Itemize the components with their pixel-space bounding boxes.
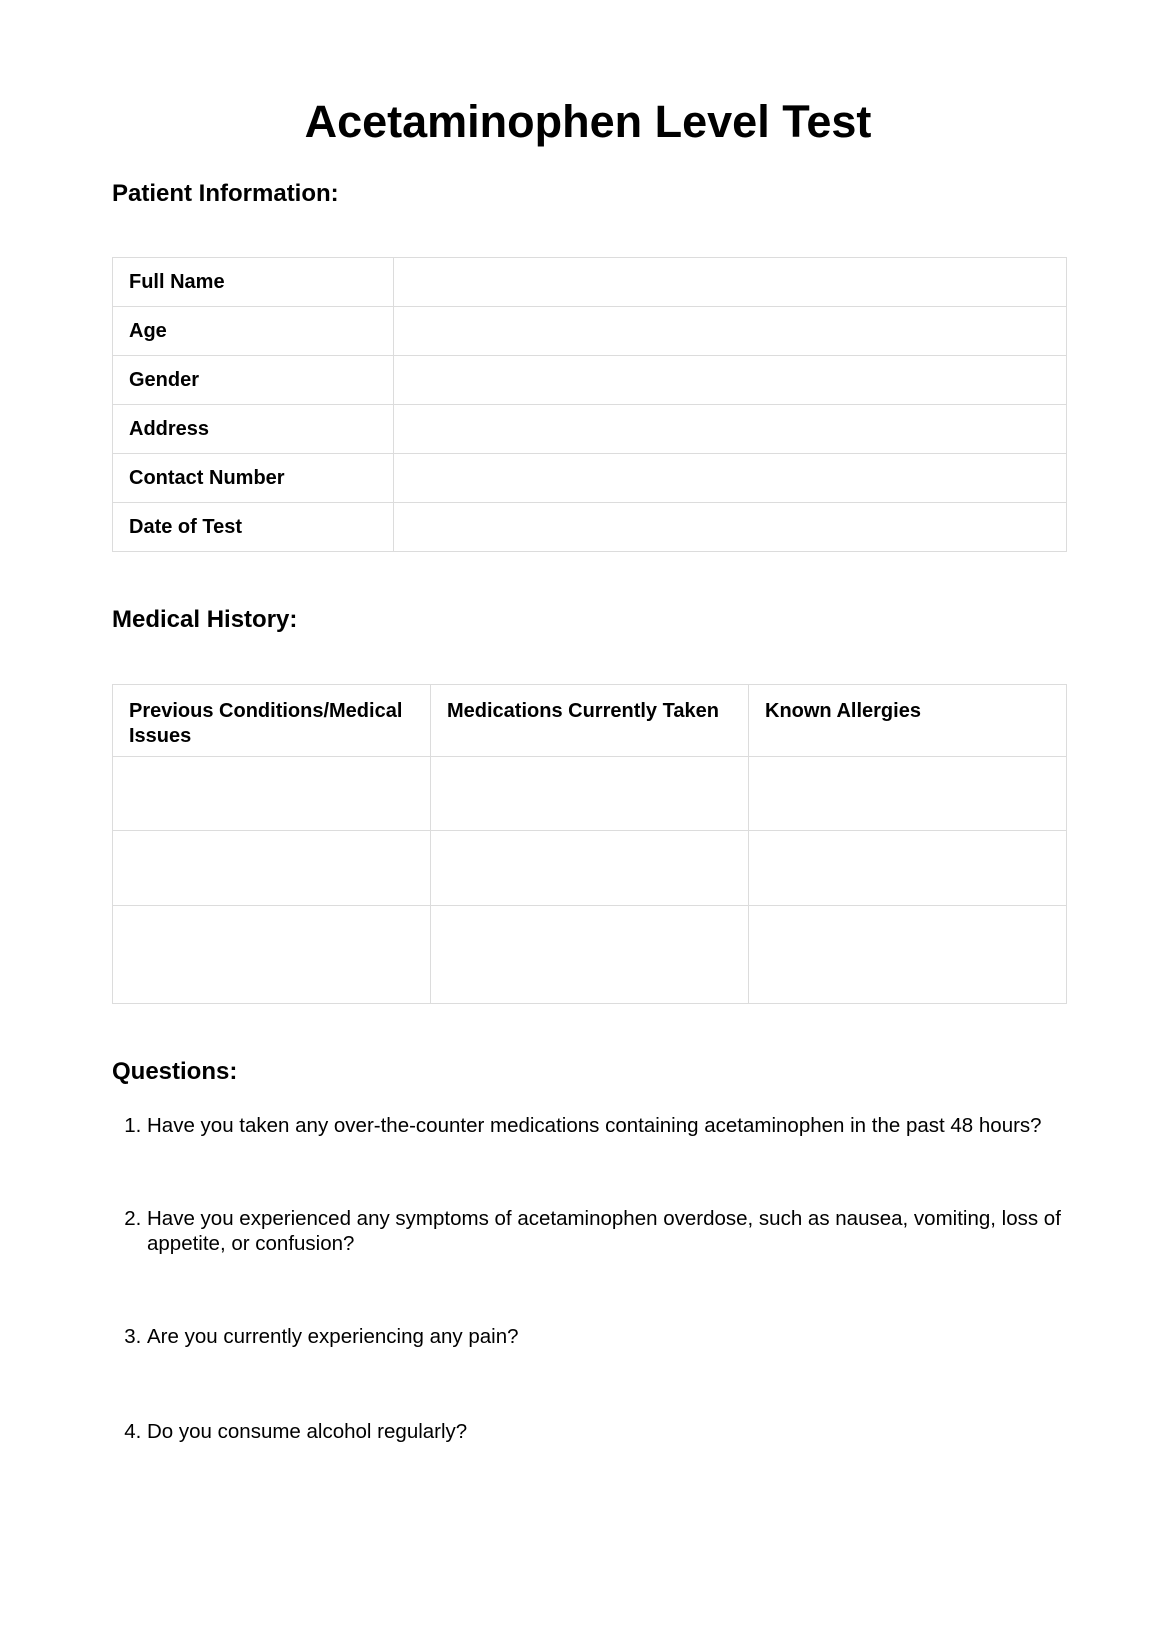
field-label: Address xyxy=(113,405,394,454)
date-of-test-field[interactable] xyxy=(394,503,1067,552)
question-item: 2. Have you experienced any symptoms of acetaminophen overdose, such as nausea, vomiting, loss of appetite, or confusion? xyxy=(147,1206,1067,1256)
medical-history-heading: Medical History: xyxy=(112,606,298,633)
column-header: Known Allergies xyxy=(749,685,1067,757)
field-label: Contact Number xyxy=(113,454,394,503)
field-label: Date of Test xyxy=(113,503,394,552)
question-item: 3. Are you currently experiencing any pain? xyxy=(147,1324,1067,1349)
table-row xyxy=(113,757,1067,831)
table-row xyxy=(113,503,1067,552)
gender-field[interactable] xyxy=(394,356,1067,405)
table-row xyxy=(113,405,1067,454)
question-item: 1. Have you taken any over-the-counter medications containing acetaminophen in the past 48 hours? xyxy=(147,1113,1067,1138)
table-cell[interactable] xyxy=(749,757,1067,831)
question-item: 4. Do you consume alcohol regularly? xyxy=(147,1419,1067,1444)
full-name-field[interactable] xyxy=(394,258,1067,307)
patient-info-table xyxy=(112,257,1067,552)
table-cell[interactable] xyxy=(749,906,1067,1004)
table-cell[interactable] xyxy=(113,831,431,906)
field-label: Gender xyxy=(113,356,394,405)
field-label: Full Name xyxy=(113,258,394,307)
table-cell[interactable] xyxy=(113,757,431,831)
medical-history-table xyxy=(112,684,1067,1004)
column-header: Previous Conditions/Medical Issues xyxy=(113,685,431,757)
contact-number-field[interactable] xyxy=(394,454,1067,503)
questions-heading: Questions: xyxy=(112,1058,238,1085)
table-cell[interactable] xyxy=(431,831,749,906)
table-row xyxy=(113,356,1067,405)
table-row xyxy=(113,831,1067,906)
table-cell[interactable] xyxy=(431,757,749,831)
table-row xyxy=(113,258,1067,307)
table-cell[interactable] xyxy=(113,906,431,1004)
questions-list xyxy=(112,1113,1067,1444)
patient-info-heading: Patient Information: xyxy=(112,180,339,207)
page-title: Acetaminophen Level Test xyxy=(304,96,872,147)
table-header-row xyxy=(113,685,1067,757)
table-cell[interactable] xyxy=(431,906,749,1004)
table-row xyxy=(113,307,1067,356)
table-row xyxy=(113,454,1067,503)
column-header: Medications Currently Taken xyxy=(431,685,749,757)
address-field[interactable] xyxy=(394,405,1067,454)
table-cell[interactable] xyxy=(749,831,1067,906)
field-label: Age xyxy=(113,307,394,356)
age-field[interactable] xyxy=(394,307,1067,356)
table-row xyxy=(113,906,1067,1004)
